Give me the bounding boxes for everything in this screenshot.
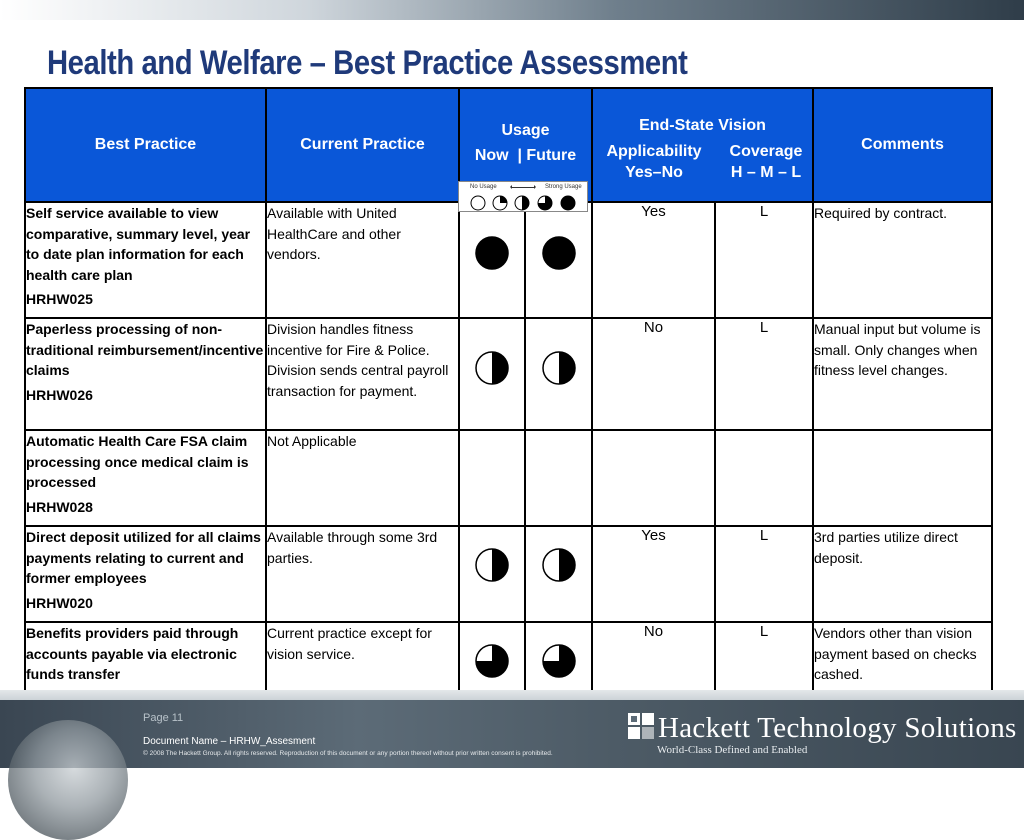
harvey-ball-icon <box>541 547 577 583</box>
header-applicability <box>599 141 709 183</box>
header-end-state-vision <box>592 88 813 202</box>
header-usage <box>459 88 592 202</box>
harvey-ball-icon <box>474 235 510 271</box>
applicability-cell: Yes <box>592 526 715 622</box>
comments-cell: Vendors other than vision payment based on checks cashed. <box>813 622 992 718</box>
usage-future-cell <box>525 430 592 526</box>
current-practice-cell: Available through some 3rd parties. <box>266 526 459 622</box>
harvey-ball-icon <box>541 350 577 386</box>
usage-future-cell <box>525 202 592 318</box>
legend-no-usage: No Usage <box>470 184 497 190</box>
header-end-state-title: End-State Vision <box>639 117 766 134</box>
header-comments: Comments <box>813 88 992 202</box>
best-practice-text: Paperless processing of non-traditional reimbursement/incentive claims <box>26 321 264 378</box>
coverage-cell: L <box>715 318 813 430</box>
applicability-cell <box>592 430 715 526</box>
globe-icon <box>8 720 128 840</box>
legend-quarter-ball-icon <box>492 195 508 211</box>
document-name: Document Name – HRHW_Assesment <box>143 736 316 747</box>
harvey-ball-icon <box>474 643 510 679</box>
practice-code: HRHW020 <box>26 594 93 611</box>
coverage-cell: L <box>715 526 813 622</box>
table-row <box>25 318 992 430</box>
applicability-cell: Yes <box>592 202 715 318</box>
header-usage-sub: Now | Future <box>474 147 577 164</box>
best-practice-text: Automatic Health Care FSA claim processing once medical claim is processed <box>26 433 249 490</box>
harvey-ball-icon <box>474 350 510 386</box>
best-practice-cell <box>25 526 266 622</box>
top-banner <box>0 0 1024 20</box>
current-practice-cell: Available with United HealthCare and other vendors. <box>266 202 459 318</box>
best-practice-cell <box>25 430 266 526</box>
header-applicability-sub: Yes–No <box>625 164 683 181</box>
legend-three-quarter-ball-icon <box>537 195 553 211</box>
usage-future-cell <box>525 318 592 430</box>
footer <box>0 700 1024 768</box>
page-number: Page 11 <box>143 712 184 724</box>
header-applicability-label: Applicability <box>606 143 702 160</box>
coverage-cell: L <box>715 622 813 718</box>
comments-cell <box>813 430 992 526</box>
comments-cell: 3rd parties utilize direct deposit. <box>813 526 992 622</box>
best-practice-text: Direct deposit utilized for all claims payments relating to current and former employees <box>26 529 261 586</box>
practice-code: HRHW028 <box>26 498 93 515</box>
legend-full-ball-icon <box>560 195 576 211</box>
current-practice-cell: Division handles fitness incentive for Fire & Police. Division sends central payroll transaction for payment. <box>266 318 459 430</box>
best-practice-text: Benefits providers paid through accounts payable via electronic funds transfer <box>26 625 239 682</box>
usage-now-cell <box>459 318 525 430</box>
best-practice-cell <box>25 202 266 318</box>
header-current-practice: Current Practice <box>266 88 459 202</box>
brand-tagline: World-Class Defined and Enabled <box>657 744 808 756</box>
coverage-cell <box>715 430 813 526</box>
harvey-ball-icon <box>541 235 577 271</box>
best-practice-cell <box>25 318 266 430</box>
harvey-ball-icon <box>474 547 510 583</box>
applicability-cell: No <box>592 622 715 718</box>
legend-empty-ball-icon <box>470 195 486 211</box>
header-usage-title: Usage <box>501 122 550 139</box>
legend-half-ball-icon <box>514 195 530 211</box>
table-row <box>25 202 992 318</box>
header-row <box>25 88 992 202</box>
slide-title: Health and Welfare – Best Practice Assessment <box>47 44 688 82</box>
usage-now-cell <box>459 202 525 318</box>
current-practice-cell: Not Applicable <box>266 430 459 526</box>
assessment-table <box>24 87 993 719</box>
usage-legend <box>458 181 588 212</box>
brand-name: Hackett Technology Solutions <box>658 712 1017 744</box>
header-coverage <box>718 141 814 183</box>
legend-arrow-icon <box>511 187 535 188</box>
copyright-notice: © 2008 The Hackett Group. All rights reserved. Reproduction of this document or any portion thereof without prior written consent is prohibited. <box>143 750 553 757</box>
table-row <box>25 526 992 622</box>
header-coverage-sub: H – M – L <box>730 164 802 181</box>
coverage-cell: L <box>715 202 813 318</box>
best-practice-text: Self service available to view comparative, summary level, year to date plan information for each health care plan <box>26 205 251 283</box>
practice-code: HRHW026 <box>26 386 93 403</box>
practice-code: HRHW025 <box>26 291 93 307</box>
usage-now-cell <box>459 430 525 526</box>
applicability-cell: No <box>592 318 715 430</box>
current-practice-cell: Current practice except for vision service. <box>266 622 459 718</box>
header-best-practice: Best Practice <box>25 88 266 202</box>
comments-cell: Manual input but volume is small. Only changes when fitness level changes. <box>813 318 992 430</box>
legend-strong-usage: Strong Usage <box>545 184 582 190</box>
usage-future-cell <box>525 526 592 622</box>
table-row <box>25 430 992 526</box>
harvey-ball-icon <box>541 643 577 679</box>
usage-now-cell <box>459 526 525 622</box>
comments-cell: Required by contract. <box>813 202 992 318</box>
hackett-logo-icon <box>628 713 654 739</box>
header-coverage-label: Coverage <box>729 143 803 160</box>
